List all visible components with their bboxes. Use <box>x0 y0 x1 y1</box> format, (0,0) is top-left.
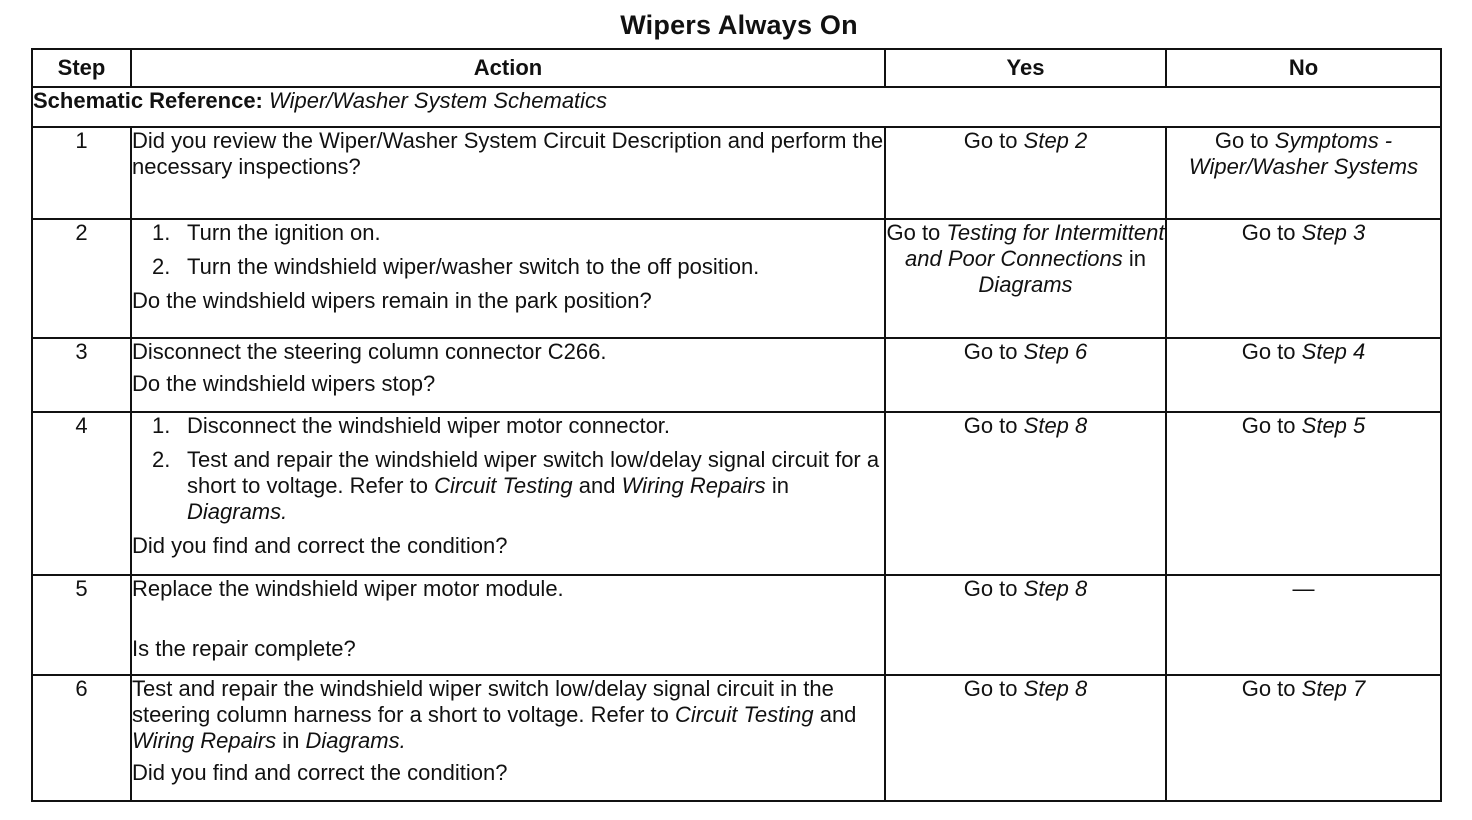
yes-link[interactable]: Step 6 <box>1023 339 1088 364</box>
step-question: Do the windshield wipers remain in the park position? <box>132 288 652 313</box>
yes-cell <box>885 127 1166 219</box>
no-cell <box>1166 338 1441 412</box>
no-link[interactable]: Step 4 <box>1301 339 1366 364</box>
step-number: 4 <box>32 412 131 575</box>
no-cell <box>1166 219 1441 338</box>
yes-link[interactable]: Step 2 <box>1023 128 1088 153</box>
step-row-4 <box>32 412 1441 575</box>
list-item: 1. Disconnect the windshield wiper motor connector. <box>152 413 671 438</box>
step-question: Did you find and correct the condition? <box>132 760 508 785</box>
step-question: Is the repair complete? <box>132 636 356 661</box>
go-to-text: Go to <box>1241 413 1296 438</box>
step-row-5 <box>32 575 1441 675</box>
step-number: 2 <box>32 219 131 338</box>
diagnostic-table <box>31 48 1442 802</box>
yes-cell <box>885 219 1166 338</box>
go-to-text: Go to <box>886 220 941 245</box>
ref-link[interactable]: Wiring Repairs <box>621 473 766 498</box>
no-link[interactable]: Step 3 <box>1301 220 1366 245</box>
dash-text: — <box>1292 576 1315 601</box>
step-instruction: Replace the windshield wiper motor module. <box>132 576 564 601</box>
yes-cell <box>885 412 1166 575</box>
go-to-text: Go to <box>1241 220 1296 245</box>
no-cell <box>1166 575 1441 675</box>
header-no: No <box>1166 49 1441 87</box>
schematic-reference-label: Schematic Reference: <box>33 88 263 113</box>
step-number: 3 <box>32 338 131 412</box>
yes-cell <box>885 575 1166 675</box>
header-yes: Yes <box>885 49 1166 87</box>
step-number: 5 <box>32 575 131 675</box>
step-instruction: Disconnect the steering column connector C266. <box>132 339 607 364</box>
no-cell <box>1166 675 1441 801</box>
yes-link[interactable]: Step 8 <box>1023 413 1088 438</box>
header-row <box>32 49 1441 87</box>
list-item: 1. Turn the ignition on. <box>152 220 381 245</box>
go-to-text: Go to <box>963 576 1018 601</box>
schematic-reference-row <box>32 87 1441 127</box>
page-title: Wipers Always On <box>620 10 858 40</box>
step-row-2 <box>32 219 1441 338</box>
ref-link[interactable]: Wiring Repairs <box>132 728 277 753</box>
ref-link[interactable]: Diagrams. <box>305 728 406 753</box>
no-link[interactable]: Step 7 <box>1301 676 1366 701</box>
no-cell <box>1166 127 1441 219</box>
go-to-text: Go to <box>963 413 1018 438</box>
go-to-text: Go to <box>1241 339 1296 364</box>
header-action: Action <box>131 49 885 87</box>
schematic-reference-link[interactable]: Wiper/Washer System Schematics <box>269 88 608 113</box>
header-step: Step <box>32 49 131 87</box>
no-link[interactable]: Step 5 <box>1301 413 1366 438</box>
step-question: Do the windshield wipers stop? <box>132 371 436 396</box>
ref-link[interactable]: Circuit Testing <box>434 473 573 498</box>
go-to-text: Go to <box>963 128 1018 153</box>
no-link[interactable]: Symptoms - Wiper/Washer Systems <box>1188 128 1419 179</box>
no-cell <box>1166 412 1441 575</box>
schematic-reference <box>32 87 1441 127</box>
step-action <box>131 675 885 801</box>
step-action <box>131 575 885 675</box>
step-action <box>131 219 885 338</box>
step-row-6 <box>32 675 1441 801</box>
ref-link[interactable]: Circuit Testing <box>675 702 814 727</box>
step-action: Did you review the Wiper/Washer System Circuit Description and perform the necessary inspections? <box>131 127 885 219</box>
go-to-text: Go to <box>963 339 1018 364</box>
step-question: Did you find and correct the condition? <box>132 533 508 558</box>
go-to-text: Go to <box>963 676 1018 701</box>
step-action <box>131 412 885 575</box>
yes-link[interactable]: Testing for Intermittent and Poor Connections <box>905 220 1165 271</box>
go-to-text: Go to <box>1241 676 1296 701</box>
yes-cell <box>885 338 1166 412</box>
yes-link[interactable]: Step 8 <box>1023 676 1088 701</box>
step-action <box>131 338 885 412</box>
step-row-1 <box>32 127 1441 219</box>
step-number: 1 <box>32 127 131 219</box>
step-instruction: Test and repair the windshield wiper switch low/delay signal circuit in the steering column harness for a short to voltage. Refer to Circuit Testing and Wiring Repairs in Diagrams. <box>132 676 857 753</box>
step-number: 6 <box>32 675 131 801</box>
yes-cell <box>885 675 1166 801</box>
list-item: 2. Test and repair the windshield wiper switch low/delay signal circuit for a short to voltage. Refer to Circuit Testing and Wiring Repairs in Diagrams. <box>152 447 880 524</box>
step-row-3 <box>32 338 1441 412</box>
go-to-text: Go to <box>1214 128 1269 153</box>
list-item: 2. Turn the windshield wiper/washer switch to the off position. <box>152 254 760 279</box>
yes-link[interactable]: Step 8 <box>1023 576 1088 601</box>
yes-link-diagrams[interactable]: Diagrams <box>978 272 1073 297</box>
in-text: in <box>1128 246 1146 271</box>
ref-link[interactable]: Diagrams. <box>187 499 288 524</box>
